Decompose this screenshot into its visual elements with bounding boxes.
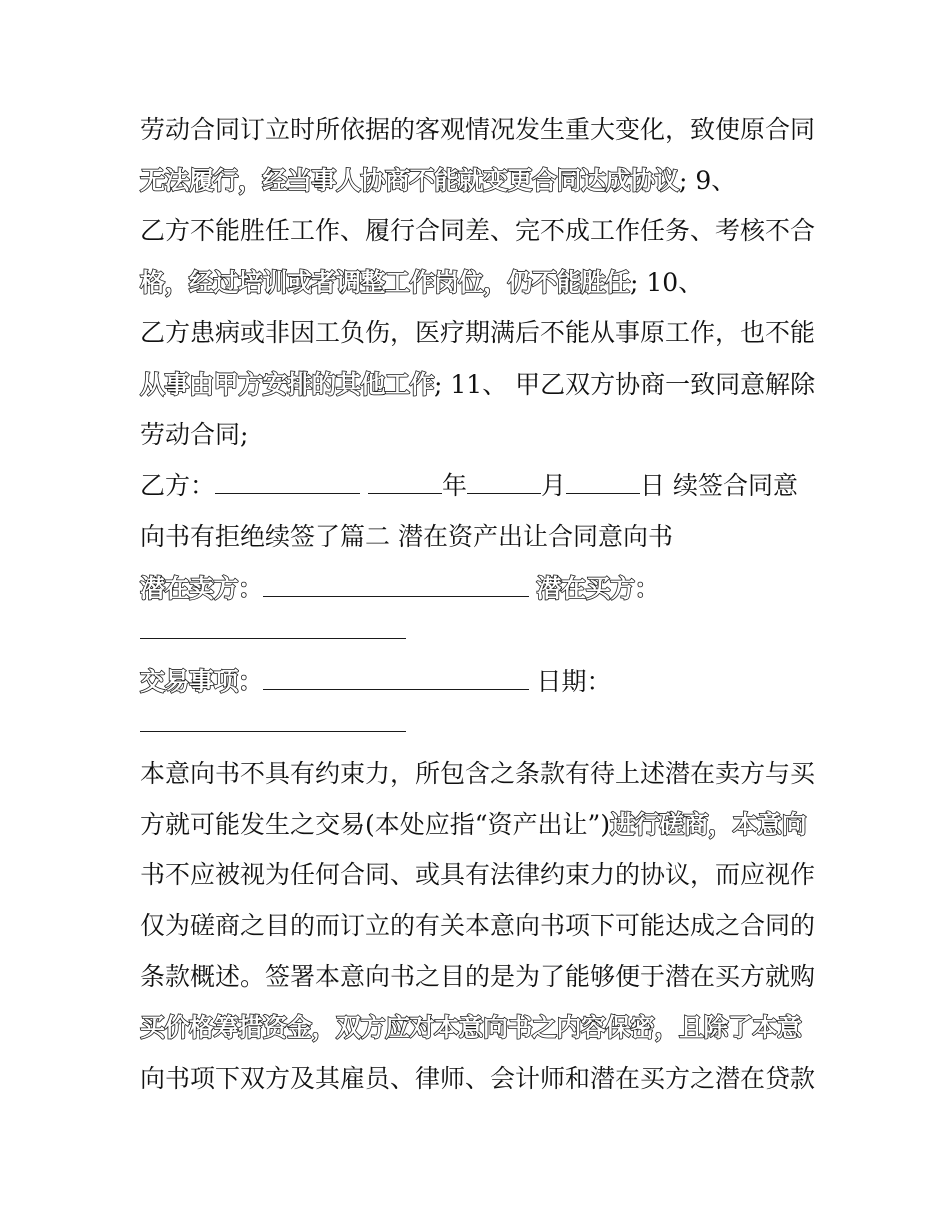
buyer-label: 潜在买方：	[536, 574, 660, 603]
year-blank	[368, 471, 442, 494]
text-line-15	[140, 808, 806, 842]
transaction-date-line	[140, 665, 612, 699]
clause-number: ; 10、	[630, 268, 704, 297]
text-line-4	[140, 266, 703, 300]
signature-line	[140, 469, 798, 503]
seller-blank	[263, 574, 529, 597]
month-blank	[467, 471, 541, 494]
date-blank	[140, 709, 406, 732]
clause-number: ; 9、	[679, 166, 737, 195]
seller-buyer-line	[140, 572, 659, 606]
seller-label: 潜在卖方：	[140, 574, 263, 603]
year-label: 年	[442, 471, 468, 500]
text-line-19	[140, 1011, 802, 1045]
outlined-text: 格，经过培训或者调整工作岗位，仍不能胜任	[140, 268, 631, 297]
text-line-1: 劳动合同订立时所依据的客观情况发生重大变化，致使原合同	[140, 115, 816, 144]
text-line-17: 仅为磋商之目的而订立的有关本意向书项下可能达成之合同的	[140, 911, 816, 940]
text-line-16: 书不应被视为任何合同、或具有法律约束力的协议，而应视作	[140, 860, 816, 889]
text-line-6	[140, 368, 815, 402]
outlined-text: 从事由甲方安排的其他工作	[140, 370, 435, 399]
party-b-label: 乙方：	[140, 471, 216, 500]
transaction-blank	[263, 667, 529, 690]
text-line-2	[140, 164, 736, 198]
buyer-blank-line	[140, 614, 406, 648]
text-line-20: 向书项下双方及其雇员、律师、会计师和潜在买方之潜在贷款	[140, 1064, 816, 1093]
day-blank	[566, 471, 640, 494]
text-line-3: 乙方不能胜任工作、履行合同差、完不成工作任务、考核不合	[140, 216, 816, 245]
text-fragment: 方就可能发生之交易(本处应指“资产出让”)	[140, 810, 611, 839]
transaction-label: 交易事项：	[140, 667, 263, 696]
outlined-text: 无法履行，经当事人协商不能就变更合同达成协议	[140, 166, 680, 195]
outlined-text: 买价格筹措资金，双方应对本意向书之内容保密，且除了本意	[140, 1013, 802, 1042]
text-line-18: 条款概述。签署本意向书之目的是为了能够便于潜在买方就购	[140, 962, 816, 991]
party-b-blank	[215, 471, 360, 494]
clause-text: ; 11、 甲乙双方协商一致同意解除	[434, 370, 816, 399]
text-line-7: 劳动合同;	[140, 420, 249, 449]
text-line-14: 本意向书不具有约束力，所包含之条款有待上述潜在卖方与买	[140, 759, 816, 788]
buyer-blank	[140, 616, 406, 639]
month-label: 月	[541, 471, 567, 500]
date-blank-line	[140, 707, 406, 741]
outlined-text: 进行磋商，本意向	[610, 810, 807, 839]
date-label: 日期：	[536, 667, 612, 696]
day-label: 日 续签合同意	[640, 471, 798, 500]
text-line-5: 乙方患病或非因工负伤，医疗期满后不能从事原工作，也不能	[140, 318, 816, 347]
text-line-9: 向书有拒绝续签了篇二 潜在资产出让合同意向书	[140, 522, 673, 551]
